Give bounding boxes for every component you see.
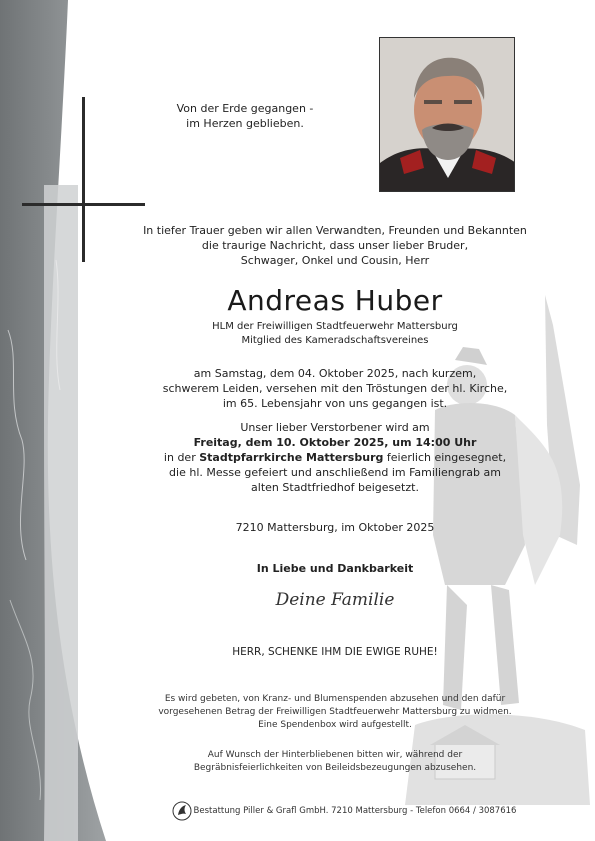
portrait-photo: [379, 37, 515, 192]
funeral-line-5: alten Stadtfriedhof beigesetzt.: [251, 481, 419, 494]
funeral-line-4: die hl. Messe gefeiert und anschließend im Familiengrab am: [169, 466, 501, 479]
death-line-1: am Samstag, dem 04. Oktober 2025, nach kurzem,: [193, 367, 477, 380]
place-date: 7210 Mattersburg, im Oktober 2025: [235, 521, 435, 534]
condolence-note-line-2: Begräbnisfeierlichkeiten von Beileidsbezeugungen abzusehen.: [193, 763, 477, 773]
prayer-line: HERR, SCHENKE IHM DIE EWIGE RUHE!: [232, 646, 438, 658]
motto-line-1: Von der Erde gegangen -: [176, 102, 314, 115]
death-line-2: schwerem Leiden, versehen mit den Tröstungen der hl. Kirche,: [162, 382, 508, 395]
funeral-church: Stadtpfarrkirche Mattersburg: [199, 451, 384, 464]
funeral-line-3-suffix: feierlich eingesegnet,: [383, 451, 507, 464]
cross-horizontal-bar: [22, 203, 145, 206]
funeral-date: Freitag, dem 10. Oktober 2025, um 14:00 Uhr: [193, 436, 477, 449]
funeral-line-1: Unser lieber Verstorbener wird am: [240, 421, 430, 434]
funeral-home-logo-icon: [172, 800, 192, 822]
farewell-line: In Liebe und Dankbarkeit: [256, 562, 414, 575]
role-line-2: Mitglied des Kameradschaftsvereines: [241, 335, 429, 346]
death-line-3: im 65. Lebensjahr von uns gegangen ist.: [222, 397, 448, 410]
donation-note: [150, 693, 520, 732]
cross-vertical-bar: [82, 97, 85, 262]
donation-note-line-1: Es wird gebeten, von Kranz- und Blumenspenden abzusehen und den dafür: [164, 694, 506, 704]
funeral-line-3: [140, 450, 530, 465]
condolence-note: [150, 749, 520, 775]
role-line-1: HLM der Freiwilligen Stadtfeuerwehr Mattersburg: [212, 321, 458, 332]
intro-line-2: die traurige Nachricht, dass unser lieber Bruder,: [201, 239, 469, 252]
motto: [160, 101, 330, 131]
condolence-note-line-1: Auf Wunsch der Hinterbliebenen bitten wir, während der: [207, 750, 463, 760]
family-signature: Deine Familie: [275, 590, 395, 610]
announcement-intro: [140, 223, 530, 268]
deceased-name: Andreas Huber: [227, 284, 443, 317]
donation-note-line-3: Eine Spendenbox wird aufgestellt.: [258, 720, 412, 730]
deceased-roles: [140, 320, 530, 348]
intro-line-1: In tiefer Trauer geben wir allen Verwandten, Freunden und Bekannten: [143, 224, 527, 237]
donation-note-line-2: vorgesehenen Betrag der Freiwilligen Stadtfeuerwehr Mattersburg zu widmen.: [158, 707, 512, 717]
marble-side-panel: [0, 0, 110, 841]
footer-imprint: Bestattung Piller & Grafl GmbH. 7210 Mattersburg - Telefon 0664 / 3087616: [193, 806, 517, 816]
funeral-line-3-prefix: in der: [163, 451, 200, 464]
intro-line-3: Schwager, Onkel und Cousin, Herr: [240, 254, 430, 267]
funeral-details: [140, 420, 530, 495]
motto-line-2: im Herzen geblieben.: [186, 117, 304, 130]
death-notice: [140, 366, 530, 411]
